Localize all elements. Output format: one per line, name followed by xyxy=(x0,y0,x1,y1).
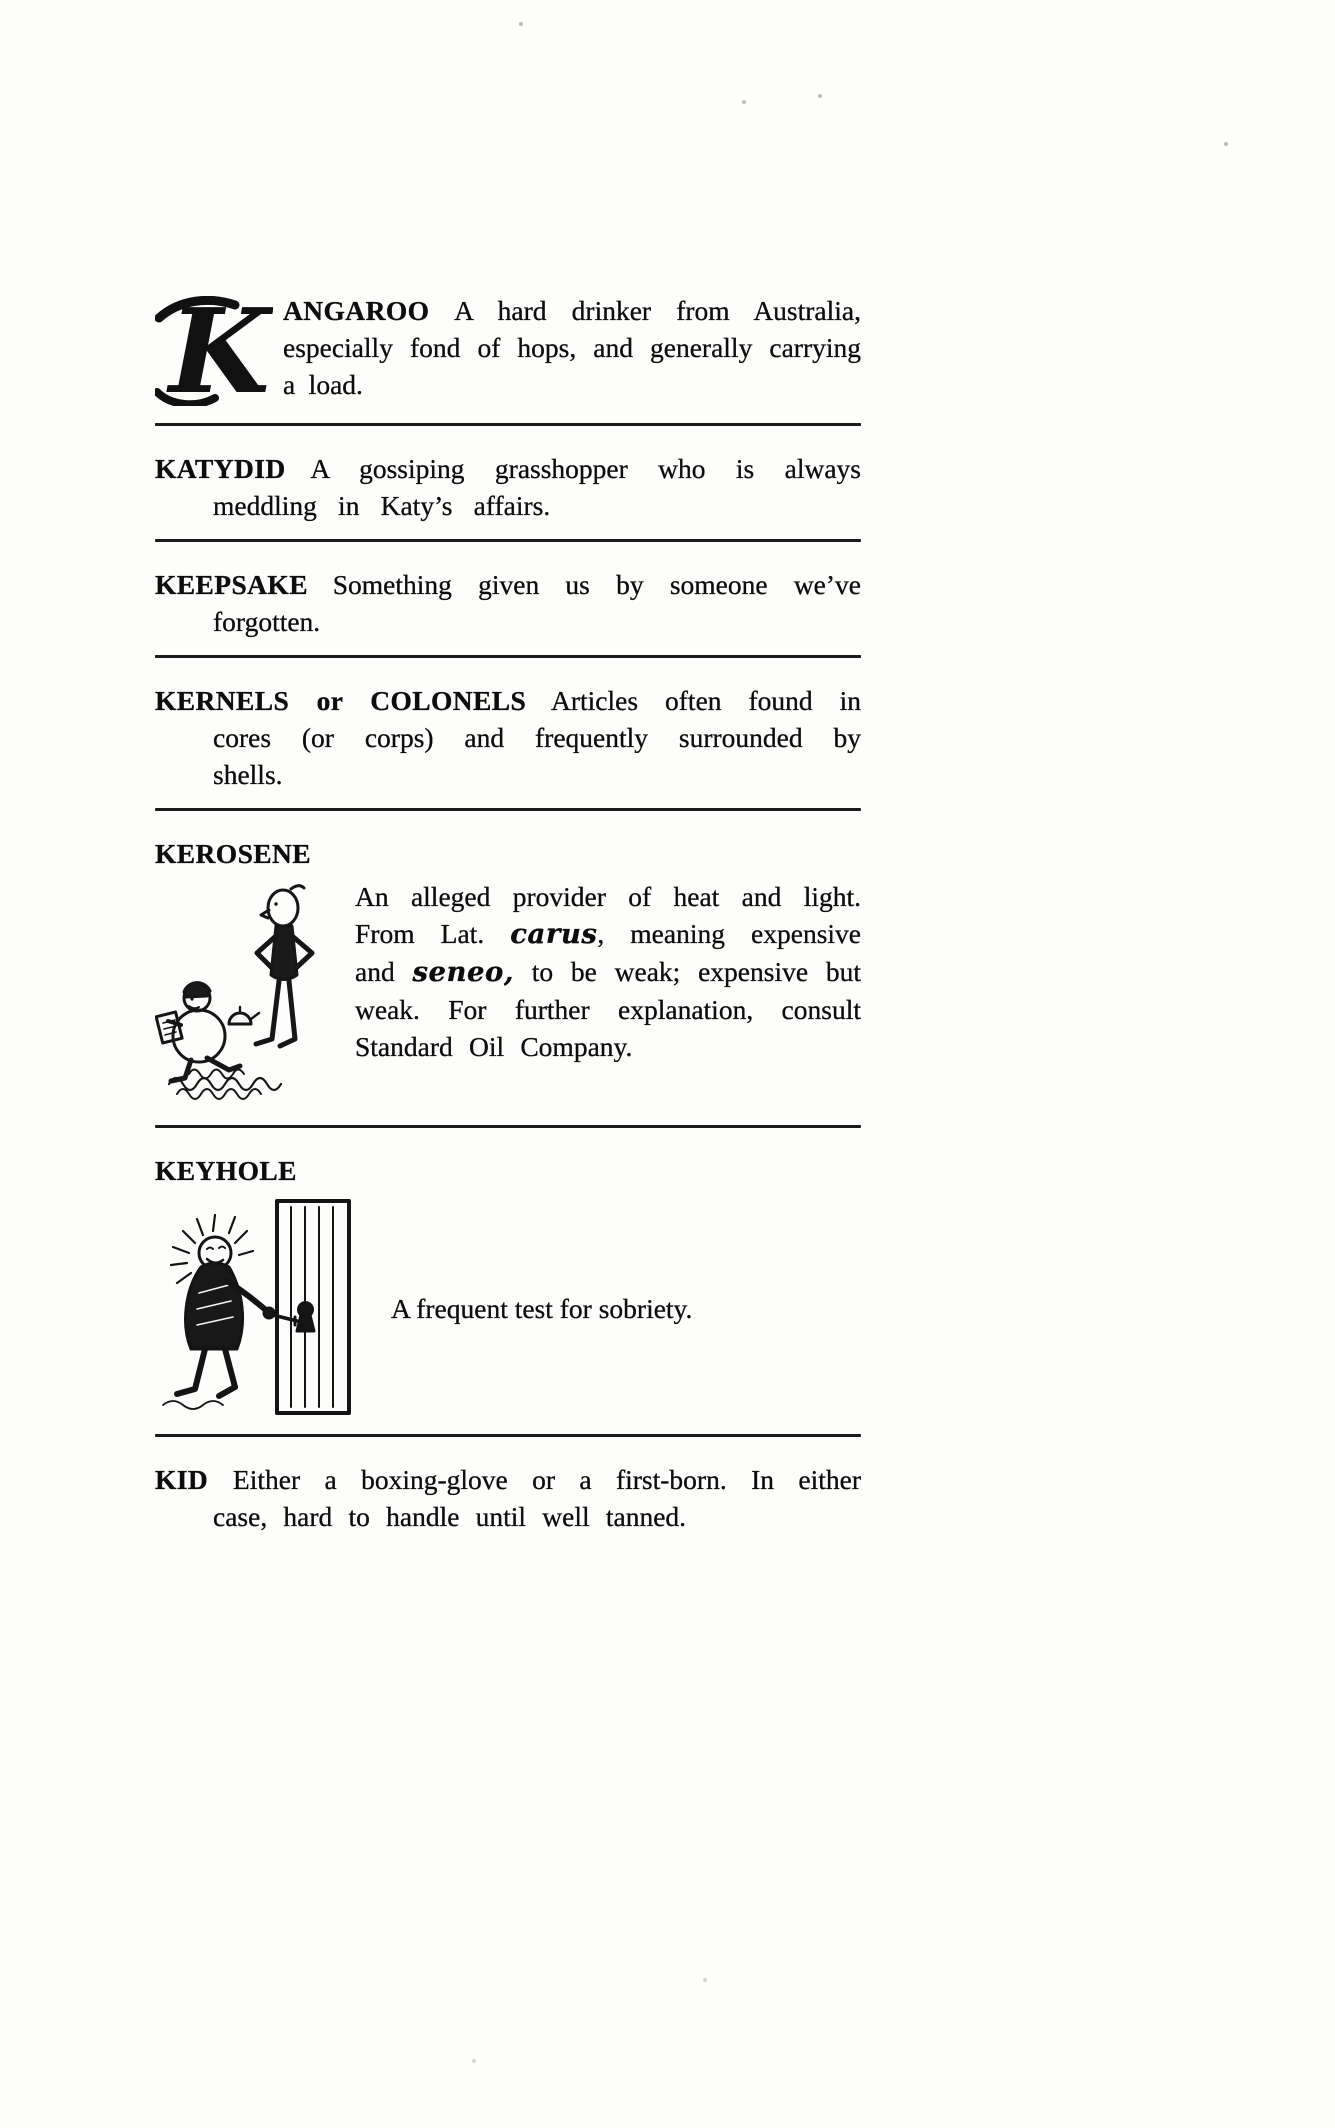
entry-definition: Something given us by someone we’ve forgotten. xyxy=(213,569,861,637)
entry-kangaroo xyxy=(155,292,861,408)
kerosene-def-part2: , meaning expensive and xyxy=(355,918,862,987)
scan-speck xyxy=(742,100,746,104)
dropcap-initial-k xyxy=(155,296,273,406)
scan-speck xyxy=(472,2059,476,2063)
scan-speck xyxy=(519,22,523,26)
kerosene-illustration xyxy=(155,878,345,1110)
entry-divider xyxy=(155,655,861,658)
keyhole-illustration xyxy=(155,1197,355,1419)
scan-speck xyxy=(1224,142,1228,146)
entry-divider xyxy=(155,808,861,811)
entry-divider xyxy=(155,423,861,426)
entry-term: KID xyxy=(155,1464,209,1495)
blackletter-k-icon xyxy=(155,296,273,406)
entry-keyhole xyxy=(155,1152,861,1419)
entry-definition: Either a boxing-glove or a first-born. In either case, hard to handle until well tanned. xyxy=(213,1464,861,1532)
entry-definition: A frequent test for sobriety. xyxy=(391,1292,693,1324)
entry-kerosene xyxy=(155,835,861,1110)
kerosene-def-part3: to be weak; expensive but weak. For further explanation, consult Standard Oil Company. xyxy=(355,956,862,1062)
scan-speck xyxy=(818,94,822,98)
entry-term: KEEPSAKE xyxy=(155,569,308,600)
kerosene-def-part1: An alleged provider of heat and light. From Lat. xyxy=(355,881,861,949)
entry-divider xyxy=(155,1125,861,1128)
entry-divider xyxy=(155,1434,861,1437)
entry-term: KERNELS or COLONELS xyxy=(155,685,527,716)
entry-definition xyxy=(355,878,861,1110)
kerosene-figure-row xyxy=(155,878,861,1110)
entry-definition: Articles often found in cores (or corps) and frequently surrounded by shells. xyxy=(213,685,861,790)
entry-term: KEYHOLE xyxy=(155,1155,297,1186)
scan-speck xyxy=(703,1978,707,1982)
entry-divider xyxy=(155,539,861,542)
entry-definition: A gossiping grasshopper who is always meddling in Katy’s affairs. xyxy=(213,453,861,521)
entry-keepsake xyxy=(155,566,861,640)
latin-term-seneo: seneo, xyxy=(412,956,514,988)
keyhole-figure-row xyxy=(155,1197,861,1419)
entry-definition: A hard drinker from Australia, especially fond of hops, and generally carrying a load. xyxy=(283,295,861,400)
entry-katydid xyxy=(155,450,861,524)
entry-kid xyxy=(155,1461,861,1535)
entry-term: KEROSENE xyxy=(155,838,312,869)
content-column xyxy=(155,292,861,1535)
entry-term: ANGAROO xyxy=(283,295,430,326)
entry-term: KATYDID xyxy=(155,453,286,484)
entry-kernels xyxy=(155,682,861,793)
latin-term-carus: carus xyxy=(510,918,598,950)
svg-text:K: K xyxy=(169,296,270,406)
